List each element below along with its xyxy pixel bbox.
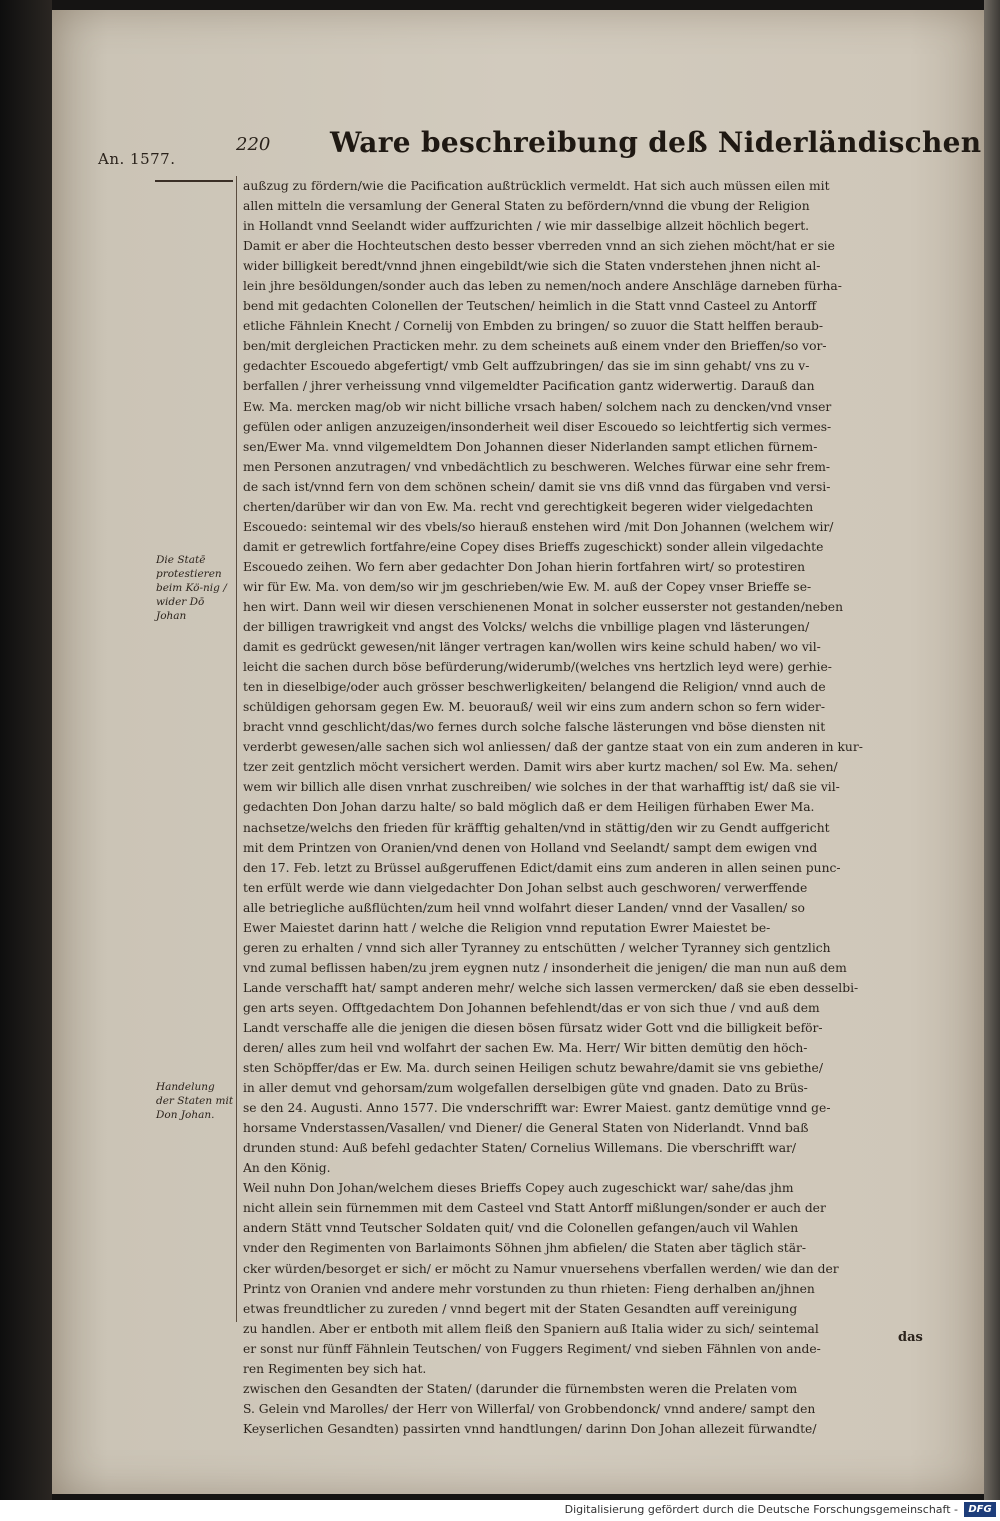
text-line: S. Gelein vnd Marolles/ der Herr von Willerfal/ von Grobbendonck/ vnnd andere/ sampt den	[243, 1401, 816, 1416]
text-column-rule	[236, 176, 237, 1322]
text-line: bend mit gedachten Colonellen der Teutschen/ heimlich in die Statt vnnd Casteel zu Antorff	[243, 299, 817, 314]
text-line: zwischen den Gesandten der Staten/ (darunder die fürnembsten weren die Prelaten vom	[243, 1381, 798, 1396]
text-line: nachsetze/welchs den frieden für kräfftig gehalten/vnd in stättig/den wir zu Gendt auffgericht	[243, 820, 830, 835]
page-number: 220	[236, 134, 271, 155]
text-line: Keyserlichen Gesandten) passirten vnnd handtlungen/ darinn Don Johan allezeit fürwandte/	[243, 1421, 817, 1436]
text-line: bracht vnnd geschlicht/das/wo fernes durch solche falsche lästerungen vnd böse diensten nit	[243, 720, 826, 735]
text-line: nicht allein sein fürnemmen mit dem Casteel vnd Statt Antorff mißlungen/sonder er auch der	[243, 1201, 826, 1216]
margin-rule	[155, 180, 233, 182]
text-line: Damit er aber die Hochteutschen desto besser vberreden vnnd an sich ziehen möcht/hat er sie	[243, 239, 835, 254]
text-line: tzer zeit gentzlich möcht versichert werden. Damit wirs aber kurtz machen/ sol Ew. Ma. sehen/	[243, 760, 838, 775]
text-line: damit es gedrückt gewesen/nit länger vertragen kan/wollen wirs keine schuld haben/ wo vil-	[243, 640, 821, 655]
text-line: gefülen oder anligen anzuzeigen/insonderheit weil diser Escouedo so leichtfertig sich vermes-	[243, 419, 832, 434]
text-line: andern Stätt vnnd Teutscher Soldaten quit/ vnd die Colonellen gefangen/auch vil Wahlen	[243, 1221, 799, 1236]
text-line: drunden stund: Auß befehl gedachter Staten/ Cornelius Willemans. Die vberschrifft war/	[243, 1141, 797, 1156]
catchword: das	[898, 1330, 923, 1345]
text-line: er sonst nur fünff Fähnlein Teutschen/ von Fuggers Regiment/ vnd sieben Fähnlen von ande-	[243, 1341, 821, 1356]
text-line: deren/ alles zum heil vnd wolfahrt der sachen Ew. Ma. Herr/ Wir bitten demütig den höch-	[243, 1041, 808, 1056]
text-line: An den König.	[243, 1161, 331, 1176]
text-line: wem wir billich alle disen vnrhat zuschreiben/ wie solches in der that warhafftig ist/ daß sie vil-	[243, 780, 840, 795]
book-edge-right	[984, 0, 1000, 1500]
margin-year: An. 1577.	[98, 150, 176, 168]
text-line: außzug zu fördern/wie die Pacification außtrücklich vermeldt. Hat sich auch müssen eilen mit	[243, 179, 830, 193]
text-line: Weil nuhn Don Johan/welchem dieses Brieffs Copey auch zugeschickt war/ sahe/das jhm	[243, 1181, 794, 1196]
text-line: men Personen anzutragen/ vnd vnbedächtlich zu beschweren. Welches fürwar eine sehr frem-	[243, 459, 831, 474]
book-edge-left	[0, 0, 52, 1500]
text-line: etwas freundtlicher zu zureden / vnnd begert mit der Staten Gesandten auff vereinigung	[243, 1301, 798, 1316]
dfg-logo: DFG	[964, 1502, 996, 1517]
text-line: gedachter Escouedo abgefertigt/ vmb Gelt auffzubringen/ das sie im sinn gehabt/ vns zu v-	[243, 359, 810, 374]
text-line: den 17. Feb. letzt zu Brüssel außgeruffenen Edict/damit eins zum anderen in allen seinen punc-	[243, 860, 841, 875]
text-line: de sach ist/vnnd fern von dem schönen schein/ damit sie vns diß vnnd das fürgaben vnd versi-	[243, 479, 831, 494]
marginal-note-protest: Die Statē protestieren beim Kö-nig / wider Dō Johan	[156, 554, 227, 622]
text-line: der billigen trawrigkeit vnd angst des Volcks/ welchs die vnbillige plagen vnd lästerungen/	[243, 620, 810, 635]
text-line: wider billigkeit beredt/vnnd jhnen eingebildt/wie sich die Staten vnderstehen jhnen nicht al-	[243, 259, 821, 274]
text-line: ten in dieselbige/oder auch grösser beschwerligkeiten/ belangend die Religion/ vnnd auch de	[243, 680, 826, 695]
text-line: sten Schöpffer/das er Ew. Ma. durch seinen Heiligen schutz bewahre/damit sie vns gebiethe/	[243, 1061, 823, 1076]
text-line: schüldigen gehorsam gegen Ew. M. beuorauß/ weil wir eins zum andern schon so fern wider-	[243, 700, 825, 715]
text-line: etliche Fähnlein Knecht / Cornelij von Embden zu bringen/ so zuuor die Statt helffen beraub-	[243, 319, 824, 334]
funding-credit: Digitalisierung gefördert durch die Deutsche Forschungsgemeinschaft -	[564, 1503, 958, 1516]
text-line: vnder den Regimenten von Barlaimonts Söhnen jhm abfielen/ die Staten aber täglich stär-	[243, 1241, 807, 1256]
text-line: ten erfült werde wie dann vielgedachter Don Johan selbst auch geschworen/ verwerffende	[243, 880, 808, 895]
text-line: ben/mit dergleichen Practicken mehr. zu dem scheinets auß einem vnder den Brieffen/so vor-	[243, 339, 827, 354]
text-line: vnd zumal beflissen haben/zu jrem eygnen nutz / insonderheit die jenigen/ die man nun auß dem	[243, 960, 847, 975]
text-line: ren Regimenten bey sich hat.	[243, 1361, 427, 1376]
text-line: Escouedo: seintemal wir des vbels/so hierauß enstehen wird /mit Don Johannen (welchem wir/	[243, 519, 834, 534]
text-line: Printz von Oranien vnd andere mehr vorstunden zu thun rhieten: Fieng derhalben an/jhnen	[243, 1281, 815, 1296]
text-line: Landt verschaffe alle die jenigen die diesen bösen fürsatz wider Gott vnd die billigkeit beför-	[243, 1020, 823, 1035]
text-line: se den 24. Augusti. Anno 1577. Die vnderschrifft war: Ewrer Maiest. gantz demütige vnnd ge-	[243, 1101, 831, 1116]
text-line: damit er getrewlich fortfahre/eine Copey dises Brieffs zugeschickt) sonder allein vilgedachte	[243, 539, 824, 554]
text-line: Escouedo zeihen. Wo fern aber gedachter Don Johan hierin fortfahren wirt/ so protestiren	[243, 559, 806, 574]
text-line: Lande verschafft hat/ sampt anderen mehr/ welche sich lassen vermercken/ daß sie eben desselbi-	[243, 980, 859, 995]
text-line: sen/Ewer Ma. vnnd vilgemeldtem Don Johannen dieser Niderlanden sampt etlichen fürnem-	[243, 439, 818, 454]
text-line: berfallen / jhrer verheissung vnnd vilgemeldter Pacification gantz widerwertig. Darauß dan	[243, 379, 815, 394]
text-line: horsame Vnderstassen/Vasallen/ vnd Diener/ die General Staten von Niderlandt. Vnnd baß	[243, 1121, 809, 1136]
text-line: leicht die sachen durch böse befürderung/widerumb/(welches vns hertzlich leyd were) gerhie-	[243, 660, 832, 675]
text-line: cherten/darüber wir dan von Ew. Ma. recht vnd gerechtigkeit begeren wider vielgedachten	[243, 499, 814, 514]
marginal-note-handelung: Handelung der Staten mit Don Johan.	[156, 1081, 234, 1121]
text-line: alle betriegliche außflüchten/zum heil vnnd wolfahrt dieser Landen/ vnnd der Vasallen/ so	[243, 900, 805, 915]
text-line: allen mitteln die versamlung der General Staten zu befördern/vnnd die vbung der Religion	[243, 199, 810, 214]
text-line: gedachten Don Johan darzu halte/ so bald möglich daß er dem Heiligen fürhaben Ewer Ma.	[243, 800, 815, 815]
text-line: gen arts seyen. Offtgedachtem Don Johannen befehlendt/das er von sich thue / vnd auß dem	[243, 1000, 820, 1015]
text-line: Ew. Ma. mercken mag/ob wir nicht billiche vrsach haben/ solchem nach zu dencken/vnd vnser	[243, 399, 832, 414]
text-line: mit dem Printzen von Oranien/vnd denen von Holland vnd Seelandt/ sampt dem ewigen vnd	[243, 840, 818, 855]
text-line: hen wirt. Dann weil wir diesen verschienenen Monat in solcher eusserster not gestanden/neben	[243, 599, 844, 614]
text-line: in Hollandt vnnd Seelandt wider auffzurichten / wie mir dasselbige allzeit höchlich begert.	[243, 219, 810, 234]
running-title: Ware beschreibung deß Niderländischen	[330, 126, 982, 159]
text-line: in aller demut vnd gehorsam/zum wolgefallen derselbigen güte vnd gnaden. Dato zu Brüs-	[243, 1081, 808, 1096]
text-line: verderbt gewesen/alle sachen sich wol anliessen/ daß der gantze staat von ein zum anderen in kur-	[243, 740, 863, 755]
text-line: zu handlen. Aber er entboth mit allem fleiß den Spaniern auß Italia wider zu sich/ seintemal	[243, 1321, 819, 1336]
text-line: lein jhre besöldungen/sonder auch das leben zu nemen/noch andere Anschläge darneben fürha-	[243, 279, 842, 294]
main-text-block	[243, 176, 933, 1439]
text-line: wir für Ew. Ma. von dem/so wir jm geschrieben/wie Ew. M. auß der Copey vnser Brieffe se-	[243, 579, 812, 594]
text-line: cker würden/besorget er sich/ er möcht zu Namur vnuersehens vberfallen werden/ wie dan der	[243, 1261, 839, 1276]
text-line: geren zu erhalten / vnnd sich aller Tyranney zu entschütten / welcher Tyranney sich gentzlich	[243, 940, 831, 955]
text-line: Ewer Maiestet darinn hatt / welche die Religion vnnd reputation Ewrer Maiestet be-	[243, 920, 771, 935]
